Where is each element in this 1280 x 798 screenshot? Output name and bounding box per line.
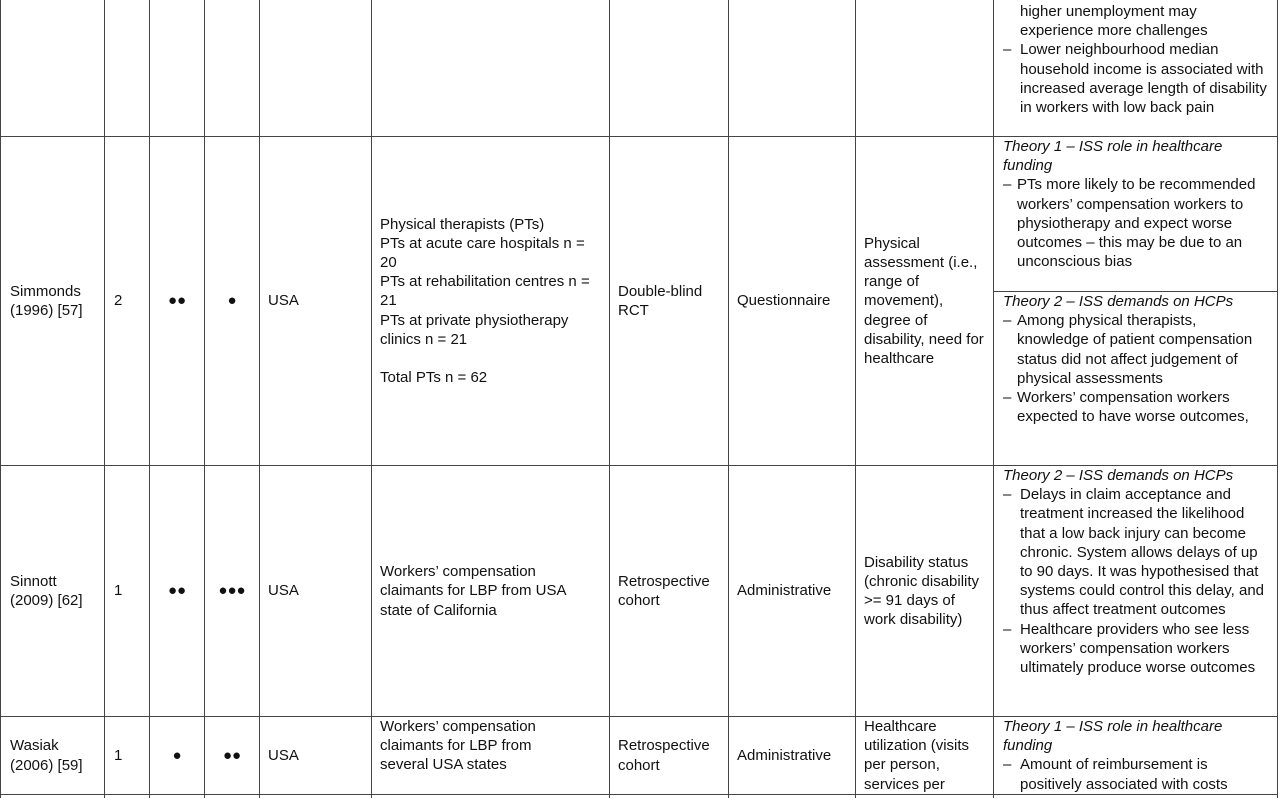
findings-cell [1003,466,1271,716]
dash-bullet-icon: – [1003,41,1012,59]
quality-dots-2: ● [227,292,237,310]
finding-item: – Amount of reimbursement is positively associated with costs [1003,756,1228,793]
findings-cell [1003,137,1271,290]
finding-item: – Lower neighbourhood median household income is associated with increased average length of disability in workers with low back pain [1003,41,1267,117]
finding-item: – Workers’ compensation workers expected to have worse outcomes, [1003,389,1249,426]
study-cell: Sinnott (2009) [62] [10,572,83,609]
level-cell: 2 [114,292,123,310]
data-source-cell: Administrative [737,746,832,764]
table-row [0,137,1278,465]
finding-item: – Healthcare providers who see less workers’ compensation workers ultimately produce worse outcomes [1003,620,1256,677]
table-row [0,717,1278,794]
quality-dots-1: ●● [167,582,187,600]
dash-bullet-icon: – [1003,756,1012,774]
level-cell: 1 [114,582,123,600]
dash-bullet-icon: – [1003,312,1012,330]
quality-dots-1: ●● [167,292,187,310]
quality-dots-2: ●● [222,746,242,764]
dash-bullet-icon: – [1003,620,1012,638]
table-border-bottom [0,794,1278,795]
population-cell: Workers’ compensation claimants for LBP from USA state of California [380,563,566,619]
quality-dots-1: ● [172,746,182,764]
data-source-cell: Administrative [737,582,832,600]
country-cell: USA [268,746,299,764]
theory-heading: Theory 2 – ISS demands on HCPs [1003,293,1234,310]
finding-item: – Delays in claim acceptance and treatment increased the likelihood that a low back injury can become chronic. System allows delays of up to 90 days. It was hypothesised that systems could control this delay, and thus affect treatment outcomes [1003,486,1265,619]
table-row [0,0,1278,136]
dash-bullet-icon: – [1003,176,1012,194]
quality-dots-2: ●●● [218,582,246,600]
population-cell: Physical therapists (PTs) PTs at acute care hospitals n = 20 PTs at rehabilitation centres n = 21 PTs at private physiotherapy clinics n = 21 Total PTs n = 62 [380,215,590,387]
design-cell: Retrospective cohort [618,572,710,609]
finding-item: – Among physical therapists, knowledge of patient compensation status did not affect judgement of physical assessments [1003,312,1253,387]
findings-cell [1003,2,1271,136]
country-cell: USA [268,292,299,310]
findings-cell [1003,292,1271,464]
dash-bullet-icon: – [1003,486,1012,504]
theory-heading: Theory 1 – ISS role in healthcare funding [1003,138,1223,175]
findings-cell [1003,717,1271,794]
design-cell: Double-blind RCT [618,282,703,319]
study-cell: Simmonds (1996) [57] [10,282,83,319]
table-row [0,466,1278,716]
dash-bullet-icon: – [1003,389,1012,407]
data-source-cell: Questionnaire [737,292,831,310]
design-cell: Retrospective cohort [618,737,710,774]
population-cell: Workers’ compensation claimants for LBP from several USA states [380,718,536,774]
theory-heading: Theory 2 – ISS demands on HCPs [1003,467,1234,484]
finding-item: – PTs more likely to be recommended workers’ compensation workers to physiotherapy and expect worse outcomes – this may be due to an unconscious bias [1003,176,1256,271]
finding-continued: higher unemployment may experience more challenges [1020,3,1208,40]
outcome-cell: Disability status (chronic disability >= 91 days of work disability) [864,553,980,629]
level-cell: 1 [114,746,123,764]
study-cell: Wasiak (2006) [59] [10,737,83,774]
country-cell: USA [268,582,299,600]
theory-heading: Theory 1 – ISS role in healthcare funding [1003,718,1223,755]
outcome-cell: Physical assessment (i.e., range of movement), degree of disability, need for healthcare [864,234,984,367]
outcome-cell: Healthcare utilization (visits per person, services per [864,718,970,793]
